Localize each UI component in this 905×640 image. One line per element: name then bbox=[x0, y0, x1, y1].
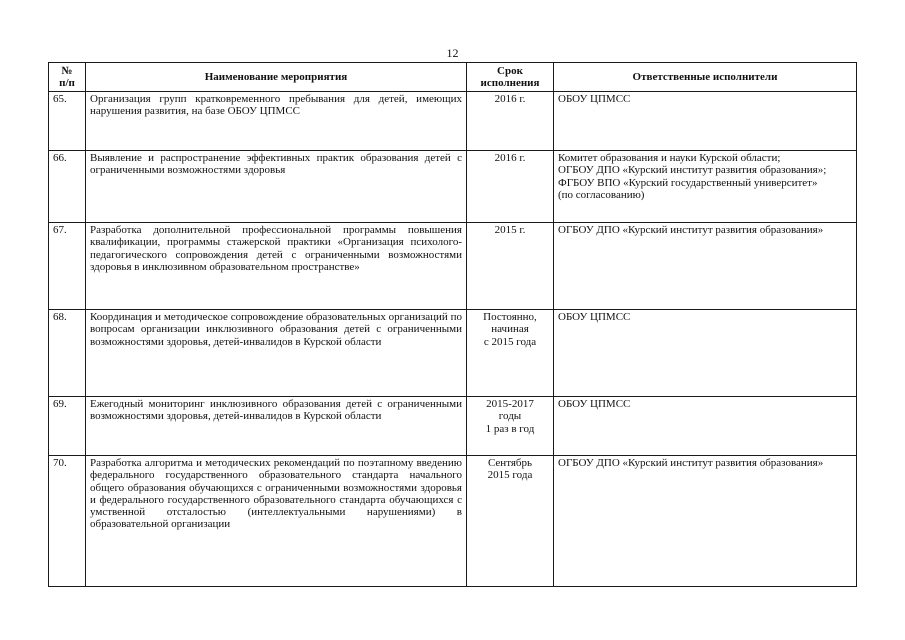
event-responsible: Комитет образования и науки Курской области; ОГБОУ ДПО «Курский институт развития образования»; ФГБОУ ВПО «Курский государственный университет» (по согласованию) bbox=[554, 151, 857, 223]
table-row bbox=[49, 397, 857, 456]
page-number: 12 bbox=[446, 46, 459, 60]
event-deadline: 2016 г. bbox=[467, 92, 554, 151]
event-name: Ежегодный мониторинг инклюзивного образования детей с ограниченными возможностями здоровья, детей-инвалидов в Курской области bbox=[86, 397, 467, 456]
header-deadline: Срок исполнения bbox=[467, 63, 554, 92]
table-row bbox=[49, 310, 857, 397]
row-number: 65. bbox=[49, 92, 86, 151]
event-name: Разработка алгоритма и методических рекомендаций по поэтапному введению федерального государственного образовательного стандарта начального общего образования обучающихся с ограниченными возможностями здоровья и федерального государственного образовательного стандарта обучающихся с умственной отсталостью (интеллектуальными нарушениями) в образовательной организации bbox=[86, 456, 467, 587]
event-name: Выявление и распространение эффективных практик образования детей с ограниченными возможностями здоровья bbox=[86, 151, 467, 223]
events-table bbox=[48, 62, 857, 587]
event-deadline: 2015 г. bbox=[467, 223, 554, 310]
table-row bbox=[49, 456, 857, 587]
header-responsible: Ответственные исполнители bbox=[554, 63, 857, 92]
event-responsible: ОБОУ ЦПМСС bbox=[554, 310, 857, 397]
event-name: Организация групп кратковременного пребывания для детей, имеющих нарушения развития, на базе ОБОУ ЦПМСС bbox=[86, 92, 467, 151]
table-row bbox=[49, 92, 857, 151]
row-number: 70. bbox=[49, 456, 86, 587]
event-name: Разработка дополнительной профессиональной программы повышения квалификации, программы стажерской практики «Организация психолого-педагогического сопровождения детей с ограниченными возможностями здоровья в инклюзивном образовательном пространстве» bbox=[86, 223, 467, 310]
row-number: 68. bbox=[49, 310, 86, 397]
header-number: № п/п bbox=[49, 63, 86, 92]
event-deadline: Сентябрь 2015 года bbox=[467, 456, 554, 587]
event-deadline: 2016 г. bbox=[467, 151, 554, 223]
table-header-row bbox=[49, 63, 857, 92]
event-deadline: 2015-2017 годы 1 раз в год bbox=[467, 397, 554, 456]
event-deadline: Постоянно, начиная с 2015 года bbox=[467, 310, 554, 397]
event-responsible: ОГБОУ ДПО «Курский институт развития образования» bbox=[554, 223, 857, 310]
table-row bbox=[49, 151, 857, 223]
event-responsible: ОГБОУ ДПО «Курский институт развития образования» bbox=[554, 456, 857, 587]
row-number: 67. bbox=[49, 223, 86, 310]
event-responsible: ОБОУ ЦПМСС bbox=[554, 92, 857, 151]
table-row bbox=[49, 223, 857, 310]
header-event-name: Наименование мероприятия bbox=[86, 63, 467, 92]
event-name: Координация и методическое сопровождение образовательных организаций по вопросам организации инклюзивного образования детей с ограниченными возможностями здоровья, детей-инвалидов в Курской области bbox=[86, 310, 467, 397]
event-responsible: ОБОУ ЦПМСС bbox=[554, 397, 857, 456]
row-number: 69. bbox=[49, 397, 86, 456]
row-number: 66. bbox=[49, 151, 86, 223]
